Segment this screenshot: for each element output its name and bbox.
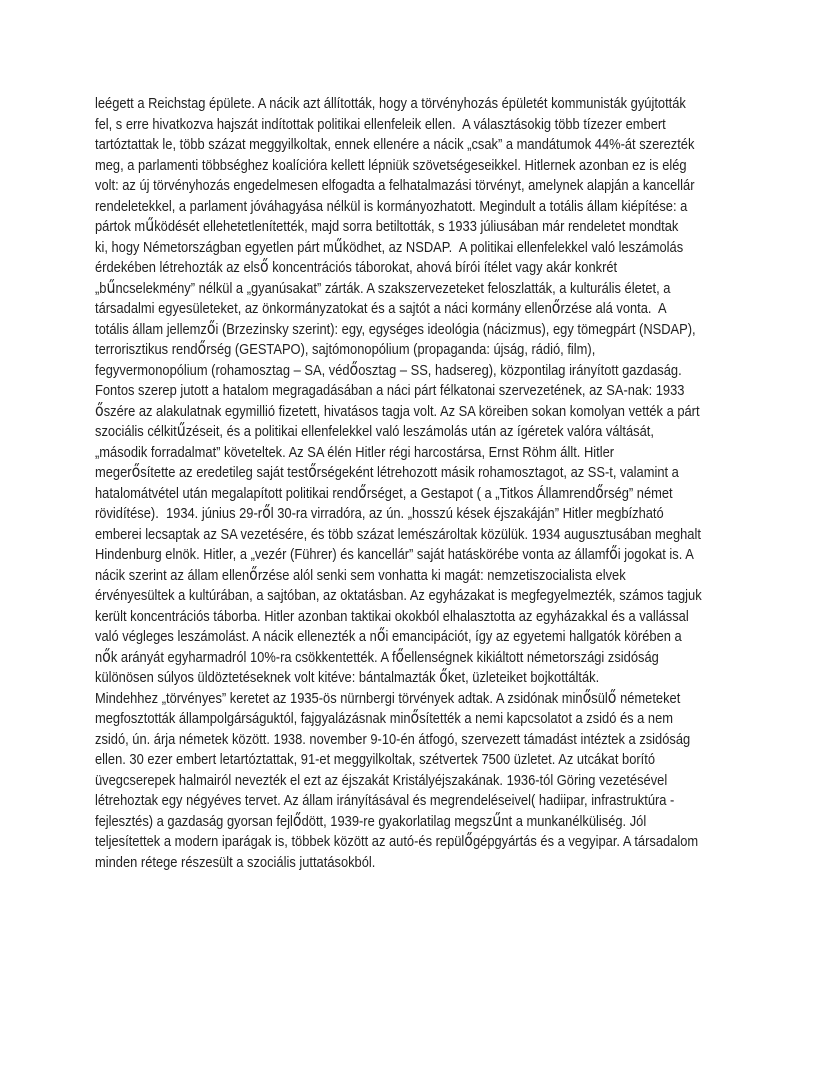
text-line: zsidó, ún. árja németek között. 1938. november 9-10-én átfogó, szervezett támadást intéztek a zsidóság: [95, 730, 691, 748]
substituted-glyph: ő: [262, 503, 271, 522]
text-line: hatalomátvétel után megalapított politikai rendőrséget, a Gestapot ( a „Titkos Államrendőrség” német: [95, 482, 673, 502]
substituted-glyph: ő: [131, 462, 141, 481]
substituted-glyph: ő: [582, 687, 592, 707]
substituted-glyph: ő: [595, 482, 604, 502]
substituted-glyph: ű: [492, 810, 502, 830]
substituted-glyph: ő: [206, 318, 216, 338]
substituted-glyph: ő: [95, 400, 104, 420]
text-line: teljesítettek a modern iparágak is, többek között az autó-és repülőgépgyártás és a vegyipar. A társadalom: [95, 831, 699, 850]
text-line: Mindehhez „törvényes” keretet az 1935-ös nürnbergi törvények adtak. A zsidónak minősülő németeket: [95, 687, 681, 707]
substituted-glyph: ű: [145, 216, 155, 235]
text-line: megfosztották állampolgárságuktól, fajgyalázásnak minősítették a nemi kapcsolatot a zsidó és a nem: [95, 708, 674, 727]
text-line: őszére az alakulatnak egymillió fizetett, hivatásos tagja volt. Az SA köreiben sokan komolyan vették a párt: [95, 400, 700, 420]
substituted-glyph: ő: [376, 626, 386, 645]
text-line: került koncentrációs táborba. Hitler azonban taktikai okokból elhalasztotta az egyházakkal és a vallással: [95, 607, 689, 625]
text-line: nők arányát egyharmadról 10%-ra csökkentették. A főellenségnek kikiáltott németországi zsidóság: [95, 646, 659, 666]
text-line: Fontos szerep jutott a hatalom megragadásában a náci párt félkatonai szervezetének, az SA-nak: 1933: [95, 382, 685, 399]
text-line: „második forradalmat” követeltek. Az SA élén Hitler régi harcostársa, Ernst Röhm állt. Hitler: [95, 443, 615, 461]
substituted-glyph: ő: [410, 708, 420, 727]
substituted-glyph: ő: [197, 339, 207, 358]
substituted-glyph: ű: [333, 236, 343, 256]
substituted-glyph: ő: [609, 544, 618, 563]
text-line: rendeletekkel, a parlament jóváhagyása nélkül is kormányozhatott. Megindult a totális állam kiépítése: a: [95, 197, 688, 215]
text-line: érdekében létrehozták az első koncentrációs táborokat, ahová bírói ítélet vagy akár konkrét: [95, 257, 618, 276]
text-line: meg, a parlamenti többséghez koalícióra kellett lépniük szövetségeseikkel. Hitlernek azonban ez is elég: [95, 156, 687, 174]
text-line: létrehoztak egy négyéves tervet. Az állam irányításával és megrendeléseivel( hadiipar, infrastruktúra -: [95, 792, 675, 809]
text-line: emberei lecsaptak az SA vezetésére, és több százat lemészároltak közülük. 1934 augusztusában meghalt: [95, 525, 701, 543]
text-line: érvényesültek a kultúrában, a sajtóban, az oktatásban. Az egyházakat is megfegyelmezték, számos tagjuk: [95, 587, 702, 604]
substituted-glyph: ő: [349, 359, 359, 379]
text-line: volt: az új törvényhozás engedelmesen elfogadta a felhatalmazási törvényt, amelynek alapján a kancellár: [95, 177, 695, 194]
text-line: tartóztattak le, több százat meggyilkoltak, ennek ellenére a nácik „csak” a mandátumok 44%-át szerezték: [95, 136, 695, 153]
text-line: fejlesztés) a gazdaság gyorsan fejlődött, 1939-re gyakorlatilag megszűnt a munkanélküliség. Jól: [95, 810, 647, 830]
text-line: terrorisztikus rendőrség (GESTAPO), sajtómonopólium (propaganda: újság, rádió, film),: [95, 339, 596, 358]
text-line: totális állam jellemzői (Brzezinsky szerint): egy, egységes ideológia (nácizmus), egy tömegpárt (NSDAP),: [95, 318, 696, 338]
substituted-glyph: ő: [551, 298, 561, 317]
substituted-glyph: ő: [259, 257, 269, 276]
substituted-glyph: ű: [176, 421, 186, 440]
text-line: ellen. 30 ezer embert letartóztattak, 91-et meggyilkoltak, szétvertek 7500 üzletet. Az utcákat borító: [95, 751, 656, 768]
text-line: való végleges leszámolást. A nácik ellenezték a női emancipációt, így az egyetemi hallgatók körében a: [95, 626, 682, 645]
document-text-block: [95, 94, 725, 873]
text-line: nácik szerint az állam ellenőrzése alól senki sem vonhatta ki magát: nemzetiszocialista elvek: [95, 564, 626, 584]
text-line: minden rétege részesült a szociális juttatásokból.: [95, 853, 376, 871]
text-line: leégett a Reichstag épülete. A nácik azt állították, hogy a törvényhozás épületét kommunisták gyújtották: [95, 95, 686, 112]
substituted-glyph: ő: [358, 482, 367, 502]
text-line: fel, s erre hivatkozva hajszát indítottak politikai ellenfeleik ellen. A választásokig több tízezer embert: [95, 115, 666, 133]
text-line: szociális célkitűzéseit, és a politikai ellenfelekkel való leszámolás után az ígéretek valóra váltását,: [95, 421, 654, 440]
text-line: társadalmi egyesületeket, az önkormányzatokat és a sajtót a náci kormány ellenőrzése alá vonta. A: [95, 298, 667, 317]
substituted-glyph: ő: [607, 687, 617, 707]
text-line: pártok működését ellehetetlenítették, majd sorra betiltották, s 1933 júliusában már rendeletet mondtak: [95, 216, 679, 235]
text-line: rövidítése). 1934. június 29-ről 30-ra virradóra, az ún. „hosszú kések éjszakáján” Hitler megbízható: [95, 503, 664, 522]
substituted-glyph: ő: [249, 564, 258, 584]
text-line: fegyvermonopólium (rohamosztag – SA, védőosztag – SS, hadsereg), központilag irányított gazdaság.: [95, 359, 682, 379]
text-line: megerősítette az eredetileg saját testőrségeként létrehozott másik rohamosztagot, az SS-t, valamint a: [95, 462, 679, 481]
text-line: „bűncselekmény” nélkül a „gyanúsakat” zárták. A szakszervezeteket feloszlatták, a kulturális életet, a: [95, 277, 671, 297]
text-line: különösen súlyos üldöztetéseknek volt kitéve: bántalmazták őket, üzleteiket bojkottálták.: [95, 667, 600, 686]
substituted-glyph: ő: [439, 667, 448, 686]
text-line: üvegcserepek halmairól nevezték el ezt az éjszakát Kristályéjszakának. 1936-tól Göring vezetésével: [95, 771, 668, 789]
text-line: ki, hogy Németországban egyetlen párt működhet, az NSDAP. A politikai ellenfelekkel való leszámolás: [95, 236, 684, 256]
text-line: Hindenburg elnök. Hitler, a „vezér (Führer) és kancellár” saját hatáskörébe vonta az államfői jogokat is. A: [95, 544, 694, 563]
substituted-glyph: ő: [102, 646, 111, 666]
substituted-glyph: ő: [395, 646, 405, 666]
substituted-glyph: ő: [292, 810, 302, 830]
substituted-glyph: ő: [464, 831, 473, 850]
substituted-glyph: ű: [106, 277, 116, 297]
substituted-glyph: ő: [308, 462, 317, 481]
